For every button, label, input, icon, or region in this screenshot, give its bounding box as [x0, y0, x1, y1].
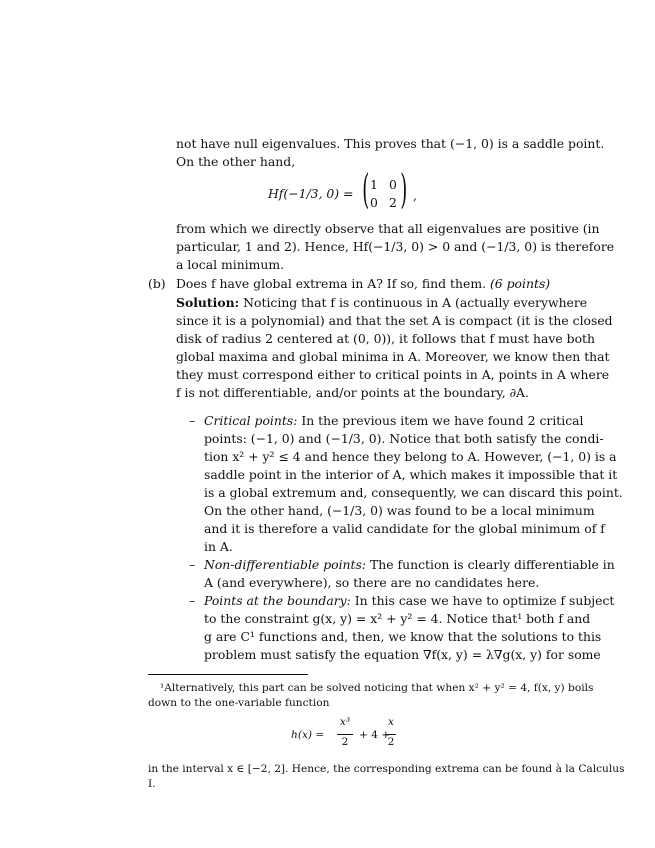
bullet-dash: –	[189, 557, 196, 572]
equation-lhs: Hf(−1/3, 0) =	[268, 186, 354, 201]
bullet-heading: Non-differentiable points:	[204, 557, 367, 572]
matrix-entry-22: 2	[389, 195, 397, 210]
matrix-entry-21: 0	[370, 195, 378, 210]
footnote-line: ¹Alternatively, this part can be solved noticing that when x² + y² = 4, f(x, y) boils	[160, 682, 594, 694]
item-label-b: (b)	[148, 276, 166, 291]
footnote-line: down to the one-variable function	[148, 697, 330, 709]
fraction-bar	[337, 734, 353, 735]
bullet-text: In this case we have to optimize f subject	[354, 593, 615, 608]
fraction-denominator: 2	[341, 736, 349, 748]
left-paren: (	[362, 167, 370, 213]
paragraph-line: disk of radius 2 centered at (0, 0)), it follows that f must have both	[176, 331, 596, 346]
right-paren: )	[400, 167, 408, 213]
bullet-boundary	[204, 592, 614, 610]
bullet-text: In the previous item we have found 2 critical	[301, 413, 584, 428]
paragraph-line: saddle point in the interior of A, which makes it impossible that it	[204, 467, 618, 482]
paragraph-line: is a global extremum and, consequently, we can discard this point.	[204, 485, 623, 500]
paragraph-line: On the other hand, (−1/3, 0) was found to be a local minimum	[204, 503, 595, 518]
question-text: Does f have global extrema in A? If so, find them.	[176, 276, 487, 291]
paragraph-line: to the constraint g(x, y) = x² + y² = 4. Notice that¹ both f and	[204, 611, 591, 626]
paragraph-line: problem must satisfy the equation ∇f(x, y) = λ∇g(x, y) for some	[204, 647, 601, 662]
solution-label: Solution:	[176, 295, 240, 310]
paragraph-line: and it is therefore a valid candidate for the global minimum of f	[204, 521, 605, 536]
question-b	[176, 275, 550, 293]
bullet-heading: Points at the boundary:	[204, 593, 351, 608]
paragraph-line: f is not differentiable, and/or points at the boundary, ∂A.	[176, 385, 529, 400]
paragraph-line: On the other hand,	[176, 154, 296, 169]
paragraph-line: since it is a polynomial) and that the set A is compact (it is the closed	[176, 313, 613, 328]
fraction-bar	[386, 734, 396, 735]
fraction-numerator: x³	[339, 716, 351, 728]
solution-text: Noticing that f is continuous in A (actually everywhere	[243, 295, 588, 310]
footnote-line: I.	[148, 778, 156, 790]
paragraph-line: A (and everywhere), so there are no candidates here.	[204, 575, 540, 590]
footnote-line: in the interval x ∈ [−2, 2]. Hence, the corresponding extrema can be found à la Calculus	[148, 763, 625, 775]
fraction-numerator: x	[388, 716, 394, 728]
footnote-eq-mid: + 4 +	[359, 729, 391, 741]
equation-comma: ,	[413, 188, 417, 203]
footnote-rule	[148, 674, 308, 675]
bullet-critical-points	[204, 412, 584, 430]
fraction-denominator: 2	[387, 736, 395, 748]
paragraph-line: tion x² + y² ≤ 4 and hence they belong to A. However, (−1, 0) is a	[204, 449, 617, 464]
matrix-entry-12: 0	[389, 177, 397, 192]
paragraph-line: particular, 1 and 2). Hence, Hf(−1/3, 0) > 0 and (−1/3, 0) is therefore	[176, 239, 615, 254]
matrix-entry-11: 1	[370, 177, 378, 192]
bullet-dash: –	[189, 593, 196, 608]
paragraph-line: they must correspond either to critical points in A, points in A where	[176, 367, 610, 382]
paragraph-line: from which we directly observe that all eigenvalues are positive (in	[176, 221, 600, 236]
bullet-text: The function is clearly differentiable in	[370, 557, 615, 572]
footnote-eq-lhs: h(x) =	[291, 729, 325, 741]
paragraph-line: not have null eigenvalues. This proves that (−1, 0) is a saddle point.	[176, 136, 605, 151]
bullet-heading: Critical points:	[204, 413, 298, 428]
bullet-non-differentiable	[204, 556, 615, 574]
paragraph-line: global maxima and global minima in A. Moreover, we know then that	[176, 349, 610, 364]
paragraph-line: a local minimum.	[176, 257, 285, 272]
question-points: (6 points)	[489, 276, 551, 291]
bullet-dash: –	[189, 413, 196, 428]
paragraph-line: in A.	[204, 539, 233, 554]
paragraph-line: points: (−1, 0) and (−1/3, 0). Notice that both satisfy the condi-	[204, 431, 604, 446]
paragraph-line: g are C¹ functions and, then, we know that the solutions to this	[204, 629, 602, 644]
solution-line	[176, 294, 587, 312]
